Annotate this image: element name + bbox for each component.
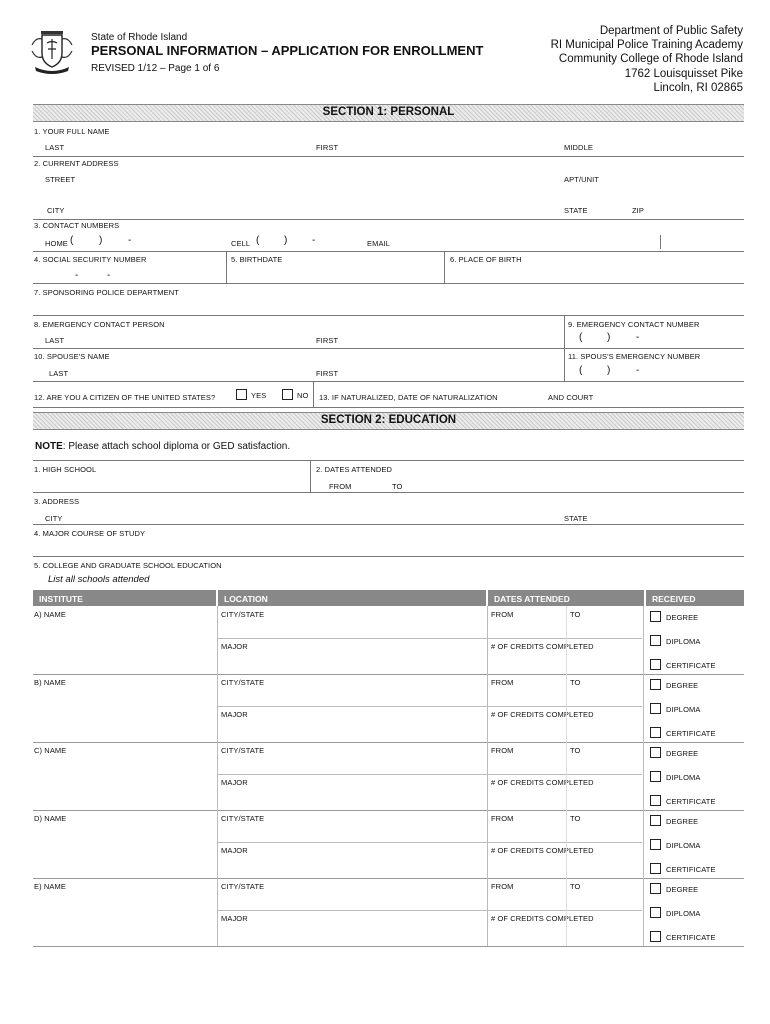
major-field[interactable]: MAJOR — [221, 710, 248, 719]
state-name: State of Rhode Island — [91, 32, 188, 43]
cell-paren-open: ( — [256, 235, 260, 246]
credits-field[interactable]: # OF CREDITS COMPLETED — [491, 914, 594, 923]
row-divider — [218, 638, 642, 639]
received-label: DEGREE — [666, 817, 699, 826]
middle-name-field[interactable]: MIDDLE — [564, 143, 593, 152]
column-divider — [487, 606, 488, 946]
row-border — [33, 810, 744, 811]
emergency-last-field[interactable]: LAST — [45, 336, 65, 345]
high-school-field[interactable]: 1. HIGH SCHOOL — [34, 465, 97, 474]
state-field[interactable]: STATE — [564, 206, 588, 215]
email-field[interactable]: EMAIL — [367, 239, 391, 248]
institute-name-field[interactable]: A) NAME — [34, 610, 66, 619]
received-checkbox[interactable] — [650, 679, 661, 690]
hs-to-field[interactable]: TO — [392, 482, 403, 491]
received-checkbox[interactable] — [650, 747, 661, 758]
credits-field[interactable]: # OF CREDITS COMPLETED — [491, 710, 594, 719]
home-phone-field[interactable]: HOME — [45, 239, 68, 248]
contact-numbers-label: 3. CONTACT NUMBERS — [34, 221, 120, 230]
received-checkbox[interactable] — [650, 931, 661, 942]
apt-unit-field[interactable]: APT/UNIT — [564, 175, 599, 184]
seal-icon — [30, 27, 74, 75]
received-label: CERTIFICATE — [666, 661, 716, 670]
major-field[interactable]: MAJOR — [221, 846, 248, 855]
spouse-dash: - — [636, 365, 640, 376]
form-title: PERSONAL INFORMATION – APPLICATION FOR ENROLLMENT — [91, 43, 484, 58]
received-checkbox[interactable] — [650, 659, 661, 670]
row-border — [33, 674, 744, 675]
naturalization-date-field[interactable]: 13. IF NATURALIZED, DATE OF NATURALIZATION — [319, 393, 498, 402]
citizen-yes-checkbox[interactable] — [236, 389, 247, 400]
ssn-dash-2: - — [107, 270, 111, 281]
to-date-field[interactable]: TO — [570, 678, 581, 687]
institute-name-field[interactable]: C) NAME — [34, 746, 67, 755]
emergency-first-field[interactable]: FIRST — [316, 336, 339, 345]
emergency-contact-label: 8. EMERGENCY CONTACT PERSON — [34, 320, 165, 329]
major-course-field[interactable]: 4. MAJOR COURSE OF STUDY — [34, 529, 146, 538]
state-seal — [30, 27, 74, 75]
address-line: Community College of Rhode Island — [558, 53, 743, 66]
emergency-paren-open: ( — [579, 332, 583, 343]
received-label: CERTIFICATE — [666, 933, 716, 942]
from-date-field[interactable]: FROM — [491, 882, 514, 891]
row-border — [33, 946, 744, 947]
row-divider — [218, 842, 642, 843]
city-state-field[interactable]: CITY/STATE — [221, 678, 265, 687]
birthdate-field[interactable]: 5. BIRTHDATE — [231, 255, 283, 264]
received-checkbox[interactable] — [650, 635, 661, 646]
institute-name-field[interactable]: D) NAME — [34, 814, 67, 823]
citizen-no-checkbox[interactable] — [282, 389, 293, 400]
place-of-birth-field[interactable]: 6. PLACE OF BIRTH — [450, 255, 522, 264]
received-label: CERTIFICATE — [666, 729, 716, 738]
received-label: DIPLOMA — [666, 841, 701, 850]
row-divider — [218, 706, 642, 707]
received-checkbox[interactable] — [650, 839, 661, 850]
section-2-header — [33, 412, 744, 430]
received-checkbox[interactable] — [650, 907, 661, 918]
list-schools-note: List all schools attended — [48, 574, 150, 585]
column-divider — [643, 606, 644, 946]
column-divider — [217, 606, 218, 946]
to-date-field[interactable]: TO — [570, 882, 581, 891]
revision-info: REVISED 1/12 – Page 1 of 6 — [91, 63, 220, 74]
received-label: DIPLOMA — [666, 705, 701, 714]
spouse-paren-close: ) — [607, 365, 611, 376]
col-location: LOCATION — [218, 590, 486, 606]
received-label: DEGREE — [666, 681, 699, 690]
citizen-yes-label: YES — [251, 391, 267, 400]
institute-name-field[interactable]: E) NAME — [34, 882, 66, 891]
from-date-field[interactable]: FROM — [491, 746, 514, 755]
received-label: DIPLOMA — [666, 637, 701, 646]
street-field[interactable]: STREET — [45, 175, 76, 184]
note-label: NOTE — [35, 441, 63, 452]
spouse-number-field[interactable]: 11. SPOUS'S EMERGENCY NUMBER — [568, 352, 701, 361]
home-paren-open: ( — [70, 235, 74, 246]
received-checkbox[interactable] — [650, 863, 661, 874]
spouse-paren-open: ( — [579, 365, 583, 376]
agency-address — [551, 24, 743, 95]
ssn-field[interactable]: 4. SOCIAL SECURITY NUMBER — [34, 255, 147, 264]
college-education-label: 5. COLLEGE AND GRADUATE SCHOOL EDUCATION — [34, 561, 222, 570]
major-field[interactable]: MAJOR — [221, 642, 248, 651]
to-date-field[interactable]: TO — [570, 610, 581, 619]
education-note — [35, 441, 290, 452]
home-dash: - — [128, 235, 132, 246]
zip-field[interactable]: ZIP — [632, 206, 644, 215]
note-text: : Please attach school diploma or GED satisfaction. — [62, 441, 291, 452]
cell-phone-field[interactable]: CELL — [231, 239, 251, 248]
hs-from-field[interactable]: FROM — [329, 482, 352, 491]
dates-attended-label: 2. DATES ATTENDED — [316, 465, 393, 474]
institute-name-field[interactable]: B) NAME — [34, 678, 66, 687]
major-field[interactable]: MAJOR — [221, 778, 248, 787]
received-label: DEGREE — [666, 613, 699, 622]
row-border — [33, 878, 744, 879]
credits-field[interactable]: # OF CREDITS COMPLETED — [491, 846, 594, 855]
cell-paren-close: ) — [284, 235, 288, 246]
spouse-first-field[interactable]: FIRST — [316, 369, 339, 378]
credits-field[interactable]: # OF CREDITS COMPLETED — [491, 778, 594, 787]
last-name-field[interactable]: LAST — [45, 143, 65, 152]
received-label: DIPLOMA — [666, 909, 701, 918]
emergency-paren-close: ) — [607, 332, 611, 343]
city-field[interactable]: CITY — [47, 206, 65, 215]
received-checkbox[interactable] — [650, 795, 661, 806]
emergency-number-field[interactable]: 9. EMERGENCY CONTACT NUMBER — [568, 320, 700, 329]
row-border — [33, 742, 744, 743]
school-address-label: 3. ADDRESS — [34, 497, 80, 506]
address-line: Department of Public Safety — [599, 25, 743, 37]
received-checkbox[interactable] — [650, 611, 661, 622]
received-checkbox[interactable] — [650, 703, 661, 714]
cell-dash: - — [312, 235, 316, 246]
first-name-field[interactable]: FIRST — [316, 143, 339, 152]
to-date-field[interactable]: TO — [570, 814, 581, 823]
received-checkbox[interactable] — [650, 771, 661, 782]
from-date-field[interactable]: FROM — [491, 610, 514, 619]
col-received: RECEIVED — [646, 590, 744, 606]
city-state-field[interactable]: CITY/STATE — [221, 814, 265, 823]
sponsoring-department-field[interactable]: 7. SPONSORING POLICE DEPARTMENT — [34, 288, 179, 297]
received-label: DEGREE — [666, 885, 699, 894]
col-dates-attended: DATES ATTENDED — [488, 590, 644, 606]
address-line: RI Municipal Police Training Academy — [550, 39, 743, 52]
received-label: DIPLOMA — [666, 773, 701, 782]
received-checkbox[interactable] — [650, 883, 661, 894]
naturalization-court-field[interactable]: AND COURT — [548, 393, 594, 402]
credits-field[interactable]: # OF CREDITS COMPLETED — [491, 642, 594, 651]
address-line: 1762 Louisquisset Pike — [624, 67, 743, 80]
section-1-header — [33, 104, 744, 122]
full-name-label: 1. YOUR FULL NAME — [34, 127, 110, 136]
school-city-field[interactable]: CITY — [45, 514, 63, 523]
major-field[interactable]: MAJOR — [221, 914, 248, 923]
section-2-title: SECTION 2: EDUCATION — [320, 414, 457, 426]
citizen-no-label: NO — [297, 391, 309, 400]
current-address-label: 2. CURRENT ADDRESS — [34, 159, 119, 168]
received-label: DEGREE — [666, 749, 699, 758]
spouse-name-label: 10. SPOUSE'S NAME — [34, 352, 110, 361]
column-divider — [566, 606, 567, 946]
received-label: CERTIFICATE — [666, 865, 716, 874]
row-divider — [218, 774, 642, 775]
received-checkbox[interactable] — [650, 815, 661, 826]
col-institute: INSTITUTE — [33, 590, 216, 606]
from-date-field[interactable]: FROM — [491, 678, 514, 687]
received-checkbox[interactable] — [650, 727, 661, 738]
home-paren-close: ) — [99, 235, 103, 246]
citizen-question: 12. ARE YOU A CITIZEN OF THE UNITED STATES? — [34, 393, 216, 402]
received-label: CERTIFICATE — [666, 797, 716, 806]
section-1-title: SECTION 1: PERSONAL — [322, 106, 455, 118]
row-divider — [218, 910, 642, 911]
spouse-last-field[interactable]: LAST — [49, 369, 69, 378]
ssn-dash-1: - — [75, 270, 79, 281]
city-state-field[interactable]: CITY/STATE — [221, 746, 265, 755]
city-state-field[interactable]: CITY/STATE — [221, 882, 265, 891]
from-date-field[interactable]: FROM — [491, 814, 514, 823]
to-date-field[interactable]: TO — [570, 746, 581, 755]
city-state-field[interactable]: CITY/STATE — [221, 610, 265, 619]
emergency-dash: - — [636, 332, 640, 343]
address-line: Lincoln, RI 02865 — [653, 81, 743, 94]
school-state-field[interactable]: STATE — [564, 514, 588, 523]
